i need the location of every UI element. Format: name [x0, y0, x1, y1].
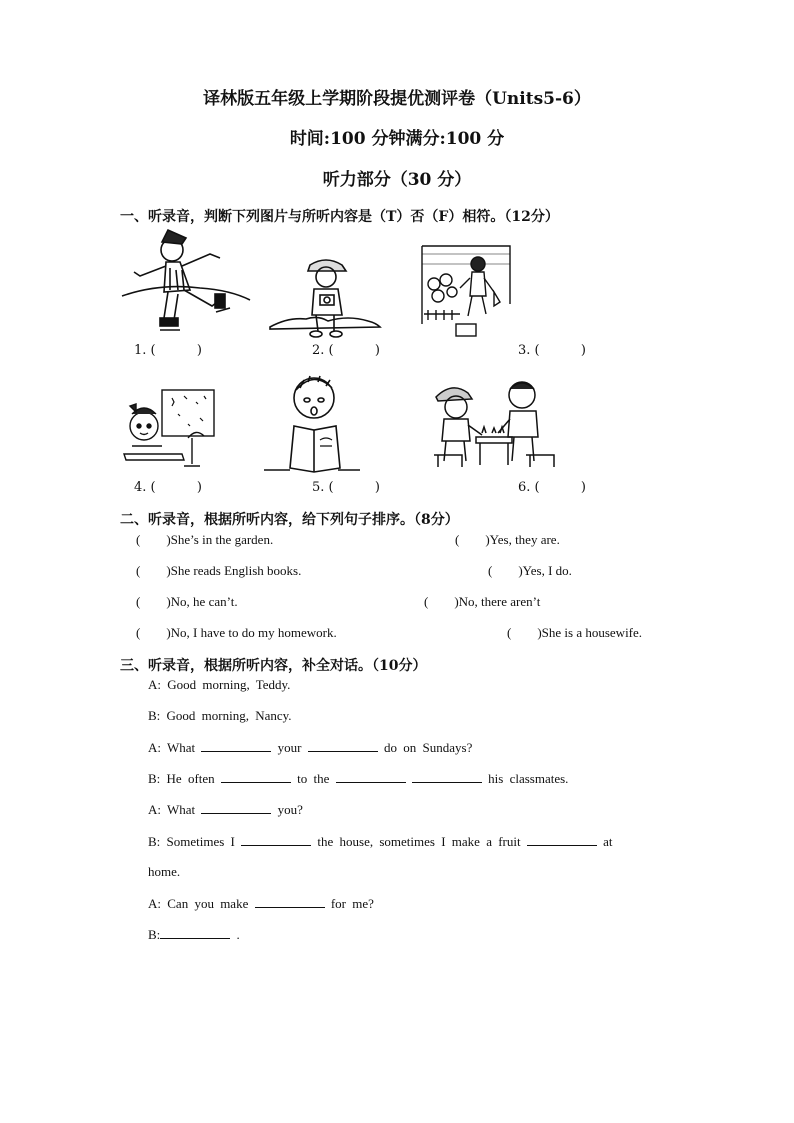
answer-blank[interactable]	[241, 833, 311, 846]
dialogue-line-2: B: Good morning, Nancy.	[148, 708, 292, 723]
answer-blank[interactable]	[201, 801, 271, 814]
skating-boy-icon	[120, 228, 255, 338]
answer-blank[interactable]	[308, 739, 378, 752]
answer-blank[interactable]	[336, 770, 406, 783]
part-heading: 听力部分（30 分）	[322, 170, 472, 190]
sentence-row-1-right: ( )Yes, they are.	[455, 532, 560, 547]
item-4-label: 4. ( )	[134, 480, 203, 495]
boy-reading-book-icon	[262, 370, 362, 475]
girl-gardening-icon	[420, 244, 520, 344]
dialogue-line-6-cont: home.	[148, 864, 181, 879]
answer-blank[interactable]	[160, 926, 230, 939]
item-5-label: 5. ( )	[312, 480, 381, 495]
girl-studying-at-night-icon	[122, 388, 217, 473]
boy-with-camera-icon	[268, 255, 383, 340]
sentence-row-1-left: ( )She’s in the garden.	[136, 532, 274, 547]
item-3-label: 3. ( )	[518, 343, 587, 358]
time-score-line: 时间:100 分钟满分:100 分	[289, 129, 505, 149]
dialogue-line-8: B: .	[148, 927, 240, 942]
section2-heading: 二、听录音，根据所听内容，给下列句子排序。（8分）	[120, 512, 459, 528]
dialogue-line-6: B: Sometimes I the house, sometimes I make a fruit at	[148, 834, 613, 849]
sentence-row-3-left: ( )No, he can’t.	[136, 594, 238, 609]
dialogue-line-7: A: Can you make for me?	[148, 896, 374, 911]
dialogue-line-1: A: Good morning, Teddy.	[148, 677, 291, 692]
dialogue-line-3: A: What your do on Sundays?	[148, 740, 473, 755]
sentence-row-2-left: ( )She reads English books.	[136, 563, 302, 578]
sentence-row-3-right: ( )No, there aren’t	[424, 594, 541, 609]
sentence-row-4-left: ( )No, I have to do my homework.	[136, 625, 337, 640]
item-1-label: 1. ( )	[134, 343, 203, 358]
sentence-row-2-right: ( )Yes, I do.	[488, 563, 572, 578]
section3-heading: 三、听录音，根据所听内容，补全对话。（10分）	[120, 658, 427, 674]
page-title: 译林版五年级上学期阶段提优测评卷（Units5-6）	[203, 89, 591, 109]
dialogue-line-4: B: He often to the his classmates.	[148, 771, 569, 786]
section1-heading: 一、听录音，判断下列图片与所听内容是（T）否（F）相符。（12分）	[120, 209, 559, 225]
answer-blank[interactable]	[412, 770, 482, 783]
answer-blank[interactable]	[201, 739, 271, 752]
dialogue-line-5: A: What you?	[148, 802, 303, 817]
answer-blank[interactable]	[221, 770, 291, 783]
item-2-label: 2. ( )	[312, 343, 381, 358]
answer-blank[interactable]	[527, 833, 597, 846]
item-6-label: 6. ( )	[518, 480, 587, 495]
two-boys-playing-chess-icon	[432, 375, 557, 475]
answer-blank[interactable]	[255, 895, 325, 908]
sentence-row-4-right: ( )She is a housewife.	[507, 625, 643, 640]
